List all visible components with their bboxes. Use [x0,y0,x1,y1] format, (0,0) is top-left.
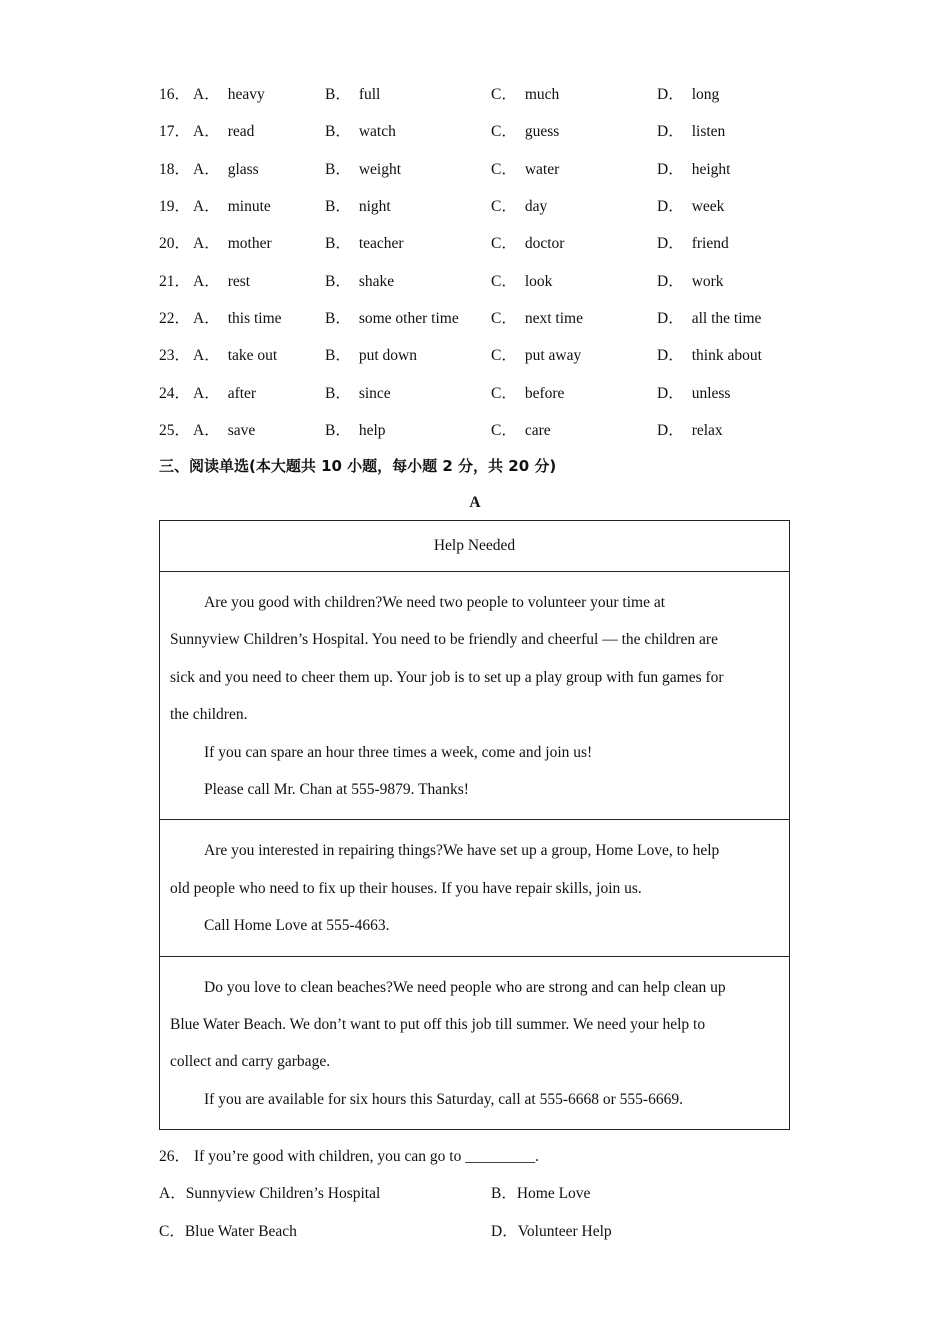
option-a: this time [227,310,282,327]
option-label-d: D． [657,86,684,103]
option-a: after [227,385,257,402]
ad-text-line: collect and carry garbage. [170,1053,331,1071]
option-c: put away [524,347,582,364]
option-label-d: D． [657,161,684,178]
option-label-a: A． [193,273,220,290]
question-number: 22． [159,310,191,327]
option-label-a: A． [193,235,220,252]
option-label-b: B． [325,273,351,290]
option-a: heavy [227,86,265,103]
option-label-c: C． [491,273,517,290]
option-a: A．Sunnyview Children’s Hospital [159,1185,381,1202]
option-label-b: B． [325,198,351,215]
option-d: D．Volunteer Help [491,1223,612,1240]
option-b: watch [358,123,396,140]
option-label-a: A． [193,161,220,178]
question-16 [0,82,950,104]
question-23 [0,343,950,365]
option-label-c: C． [491,422,517,439]
option-label-a: A． [193,86,220,103]
option-b: put down [358,347,417,364]
option-label-b: B． [325,161,351,178]
question-25 [0,418,950,440]
option-label-c: C． [491,310,517,327]
option-d: think about [691,347,762,364]
option-a: glass [227,161,259,178]
question-number: 17． [159,123,191,140]
question-number: 20． [159,235,191,252]
option-label-b: B． [325,347,351,364]
option-label-a: A． [193,422,220,439]
option-a: rest [227,273,251,290]
option-label-a: A． [193,198,220,215]
option-label-a: A． [193,347,220,364]
option-label-c: C． [491,123,517,140]
option-label-d: D． [657,422,684,439]
option-label-a: A． [193,385,220,402]
ad-hospital [160,572,789,820]
option-c: next time [524,310,583,327]
option-label-c: C． [491,198,517,215]
option-label-a: A． [193,310,220,327]
option-b: B．Home Love [491,1185,591,1202]
option-a: read [227,123,255,140]
option-label-d: D． [657,235,684,252]
option-d: friend [691,235,729,252]
ad-beach [160,957,789,1130]
option-d: all the time [691,310,762,327]
ad-home-love [160,820,789,956]
option-a: take out [227,347,278,364]
option-c: guess [524,123,560,140]
ad-text-line: Do you love to clean beaches?We need people who are strong and can help clean up [204,978,726,996]
option-c: care [524,422,551,439]
question-number: 25． [159,422,191,439]
option-label-d: D． [657,123,684,140]
option-d: long [691,86,720,103]
option-d: week [691,198,725,215]
question-22 [0,306,950,328]
option-c: doctor [524,235,565,252]
option-b: since [358,385,391,402]
question-number: 23． [159,347,191,364]
option-b: some other time [358,310,459,327]
option-d: listen [691,123,726,140]
ad-text-line: sick and you need to cheer them up. Your job is to set up a play group with fun games for [170,668,724,686]
option-c: much [524,86,560,103]
option-d: relax [691,422,723,439]
ad-contact: If you are available for six hours this Saturday, call at 555-6668 or 555-6669. [204,1090,683,1108]
question-number: 24． [159,385,191,402]
option-label-b: B． [325,123,351,140]
section-title: 三、阅读单选(本大题共 10 小题，每小题 2 分，共 20 分) [159,457,557,475]
question-number: 26． [159,1148,191,1165]
ad-text-line: Are you interested in repairing things?We have set up a group, Home Love, to help [204,842,720,860]
option-label-d: D． [657,310,684,327]
option-label-d: D． [657,347,684,364]
option-c: before [524,385,565,402]
ad-text-line: Sunnyview Children’s Hospital. You need to be friendly and cheerful — the children are [170,631,718,649]
option-d: work [691,273,724,290]
option-b: full [358,86,381,103]
option-label-c: C． [491,86,517,103]
question-20 [0,231,950,253]
ad-text-line: Blue Water Beach. We don’t want to put off this job till summer. We need your help to [170,1016,706,1034]
option-d: unless [691,385,731,402]
option-label-c: C． [491,347,517,364]
ad-paragraph: If you can spare an hour three times a week, come and join us! [204,743,593,761]
option-c: C．Blue Water Beach [159,1223,297,1240]
ad-text-line: the children. [170,706,248,724]
table-header: Help Needed [160,521,789,572]
option-label-d: D． [657,273,684,290]
option-label-d: D． [657,385,684,402]
option-label-b: B． [325,385,351,402]
option-label-c: C． [491,161,517,178]
option-b: shake [358,273,395,290]
option-label-b: B． [325,310,351,327]
option-c: day [524,198,548,215]
option-b: weight [358,161,402,178]
option-label-a: A． [193,123,220,140]
option-c: water [524,161,560,178]
option-c: look [524,273,553,290]
question-21 [0,269,950,291]
ad-text-line: old people who need to fix up their houses. If you have repair skills, join us. [170,879,642,897]
option-label-b: B． [325,422,351,439]
option-d: height [691,161,731,178]
question-26 [159,1144,539,1166]
help-needed-table [159,520,790,1130]
option-label-c: C． [491,385,517,402]
ad-text-line: Are you good with children?We need two people to volunteer your time at [204,594,666,611]
option-label-b: B． [325,235,351,252]
question-24 [0,381,950,403]
question-17 [0,119,950,141]
question-number: 18． [159,161,191,178]
question-number: 19． [159,198,191,215]
option-a: mother [227,235,272,252]
option-b: teacher [358,235,404,252]
question-18 [0,157,950,179]
option-b: night [358,198,391,215]
passage-label: A [469,494,481,511]
question-number: 21． [159,273,191,290]
question-number: 16． [159,86,191,103]
option-label-d: D． [657,198,684,215]
option-label-c: C． [491,235,517,252]
ad-contact: Call Home Love at 555-4663. [204,917,390,935]
option-label-b: B． [325,86,351,103]
question-stem: If you’re good with children, you can go to _________. [194,1148,539,1165]
option-a: minute [227,198,271,215]
question-19 [0,194,950,216]
option-a: save [227,422,256,439]
ad-contact: Please call Mr. Chan at 555-9879. Thanks! [204,781,469,799]
option-b: help [358,422,386,439]
